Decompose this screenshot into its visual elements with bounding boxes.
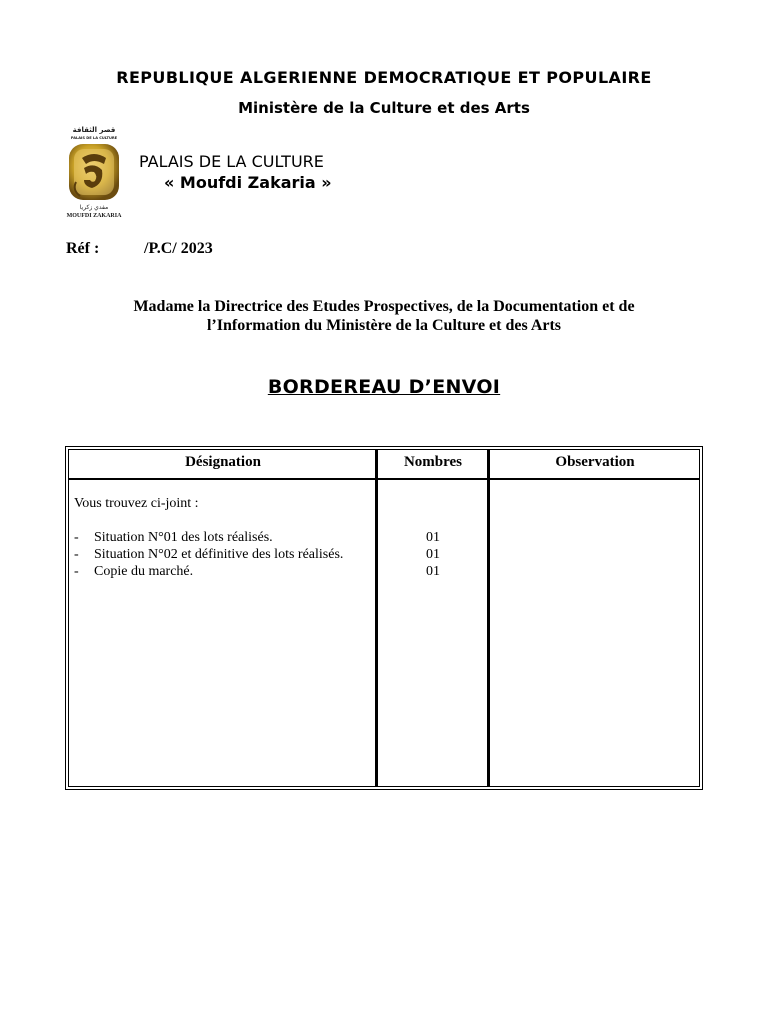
logo-arabic-top: قصر الثقافة — [72, 126, 116, 134]
table-border-left-outer — [65, 446, 66, 790]
reference-value: /P.C/ 2023 — [144, 240, 213, 257]
table-border-bottom-inner — [68, 786, 700, 787]
row-bullet: - — [74, 547, 79, 562]
row-nombre: 01 — [426, 564, 440, 579]
ministry-heading: Ministère de la Culture et des Arts — [238, 99, 530, 117]
document-title: BORDEREAU D’ENVOI — [267, 376, 501, 398]
table-row — [74, 530, 273, 546]
row-designation: Copie du marché. — [94, 564, 194, 579]
row-nombre: 01 — [426, 547, 440, 562]
table-column-separator-2 — [487, 449, 490, 787]
table-column-separator-1 — [375, 449, 378, 787]
recipient-line-1: Madame la Directrice des Etudes Prospectives, de la Documentation et de — [133, 298, 635, 315]
table-header-separator — [68, 478, 700, 480]
row-designation: Situation N°01 des lots réalisés. — [94, 530, 273, 545]
table-border-left-inner — [68, 449, 69, 787]
column-header-observation: Observation — [555, 454, 635, 470]
table-row — [74, 564, 193, 580]
reference-label: Réf : — [66, 240, 100, 257]
logo-latin-bottom: MOUFDI ZAKARIA — [66, 213, 122, 219]
republic-heading: REPUBLIQUE ALGERIENNE DEMOCRATIQUE ET POPULAIRE — [116, 68, 652, 87]
palace-name: PALAIS DE LA CULTURE — [139, 152, 324, 171]
row-nombre: 01 — [426, 530, 440, 545]
recipient-line-2: l’Information du Ministère de la Culture et des Arts — [206, 317, 562, 334]
table-border-top-inner — [68, 449, 700, 450]
table-border-right-outer — [702, 446, 703, 790]
table-intro-text: Vous trouvez ci-joint : — [74, 496, 199, 511]
logo-latin-top: PALAIS DE LA CULTURE — [70, 136, 118, 140]
table-border-top-outer — [65, 446, 703, 447]
row-bullet: - — [74, 530, 79, 545]
column-header-designation: Désignation — [185, 454, 261, 470]
row-designation: Situation N°02 et définitive des lots réalisés. — [94, 547, 344, 562]
table-row — [74, 547, 343, 563]
palace-subname: « Moufdi Zakaria » — [164, 173, 332, 192]
table-border-right-inner — [699, 449, 700, 787]
table-border-bottom-outer — [65, 789, 703, 790]
column-header-nombres: Nombres — [403, 454, 463, 470]
row-bullet: - — [74, 564, 79, 579]
logo-arabic-bottom: مفدي زكريا — [79, 204, 109, 211]
